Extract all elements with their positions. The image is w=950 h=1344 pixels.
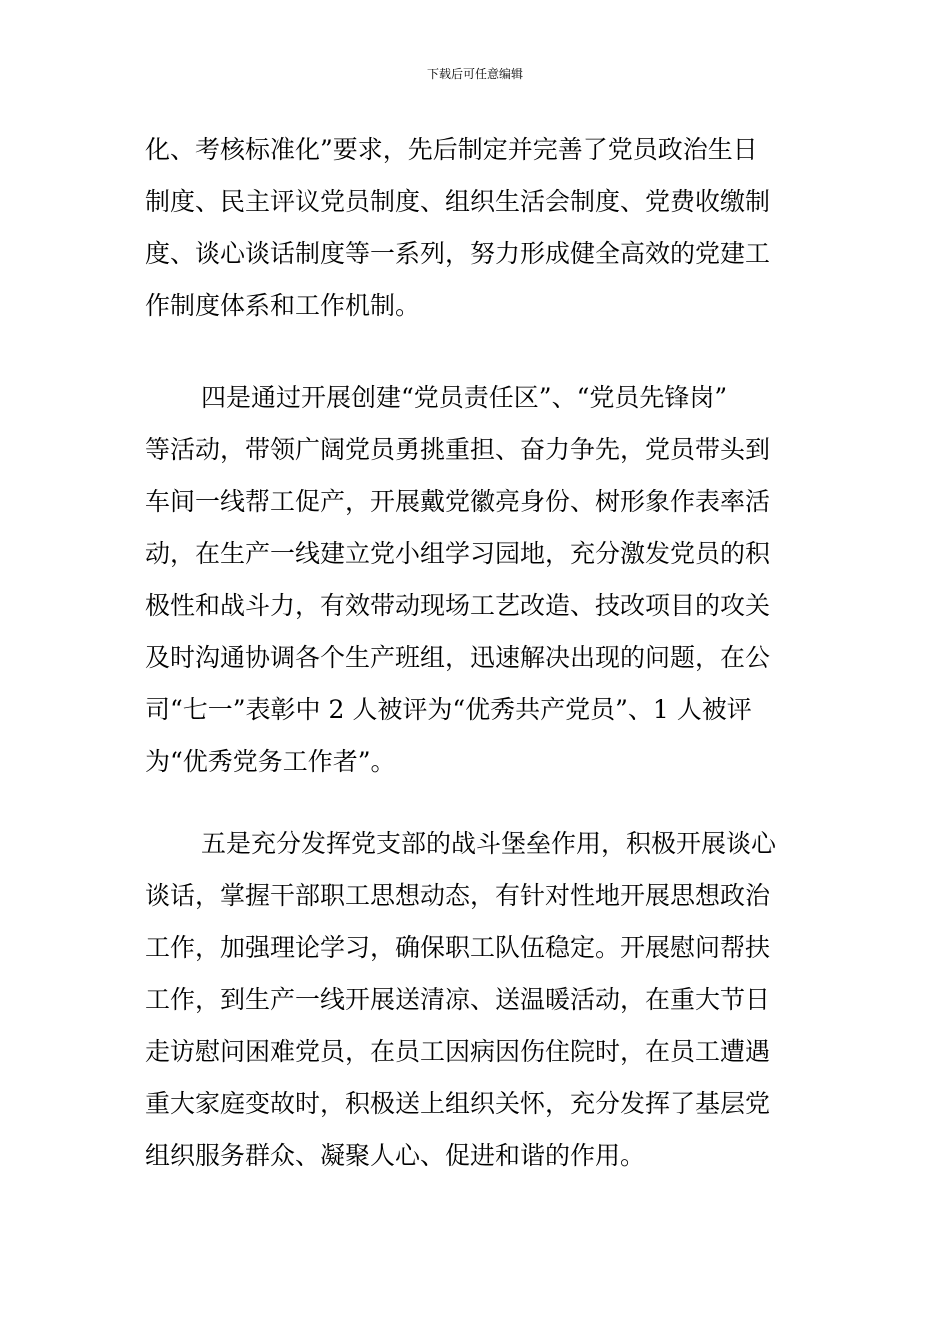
text-line: 车间一线帮工促产，开展戴党徽亮身份、树形象作表率活	[145, 487, 771, 516]
paragraph-2	[145, 372, 825, 788]
text-line: 度、谈心谈话制度等一系列，努力形成健全高效的党建工	[145, 239, 771, 268]
text-line: 组织服务群众、凝聚人心、促进和谐的作用。	[145, 1141, 646, 1170]
text-line: 谈话，掌握干部职工思想动态，有针对性地开展思想政治	[145, 881, 771, 910]
text-line: 等活动，带领广阔党员勇挑重担、奋力争先，党员带头到	[145, 435, 771, 464]
text-line: 重大家庭变故时，积极送上组织关怀，充分发挥了基层党	[145, 1089, 771, 1118]
text-line: 四是通过开展创建“党员责任区”、“党员先锋岗”	[201, 383, 728, 412]
text-line: 司“七一”表彰中 2 人被评为“优秀共产党员”、1 人被评	[145, 695, 752, 724]
text-line: 制度、民主评议党员制度、组织生活会制度、党费收缴制	[145, 187, 771, 216]
text-line: 化、考核标准化”要求，先后制定并完善了党员政治生日	[145, 135, 758, 164]
text-line: 工作，到生产一线开展送清凉、送温暖活动，在重大节日	[145, 985, 771, 1014]
text-line: 及时沟通协调各个生产班组，迅速解决出现的问题，在公	[145, 643, 771, 672]
paragraph-3	[145, 818, 825, 1182]
text-line: 作制度体系和工作机制。	[145, 291, 421, 320]
text-line: 走访慰问困难党员，在员工因病因伤住院时，在员工遭遇	[145, 1037, 771, 1066]
text-line: 动，在生产一线建立党小组学习园地，充分激发党员的积	[145, 539, 771, 568]
text-line: 极性和战斗力，有效带动现场工艺改造、技改项目的攻关	[145, 591, 771, 620]
text-line: 工作，加强理论学习，确保职工队伍稳定。开展慰问帮扶	[145, 933, 771, 962]
text-line: 为“优秀党务工作者”。	[145, 747, 396, 776]
text-line: 五是充分发挥党支部的战斗堡垒作用，积极开展谈心	[201, 829, 777, 858]
paragraph-1	[145, 124, 825, 332]
page-header: 下载后可任意编辑	[426, 67, 523, 81]
